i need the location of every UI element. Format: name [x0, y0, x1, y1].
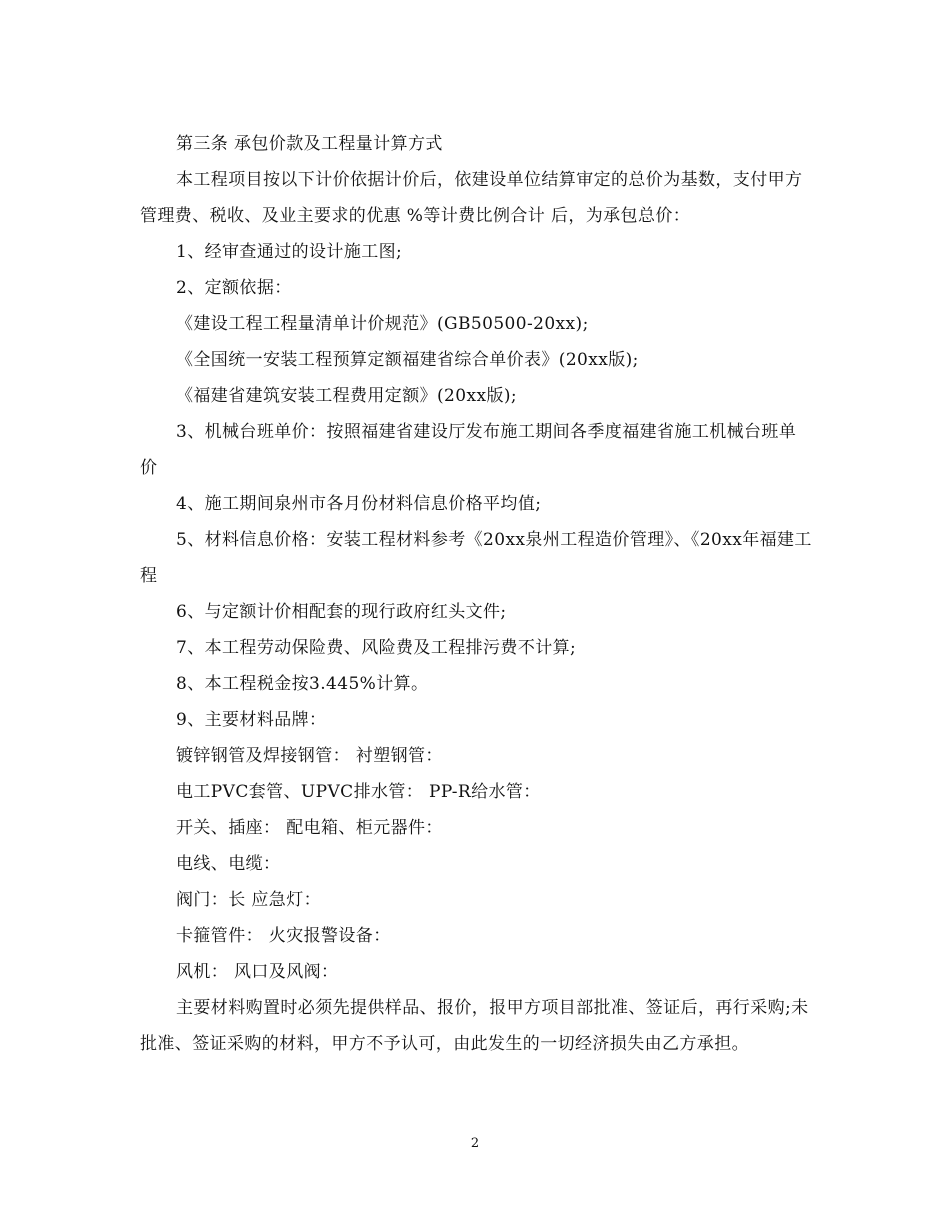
- quota-reference-2: 《全国统一安装工程预算定额福建省综合单价表》(20xx版);: [176, 350, 639, 370]
- list-item-2: 2、定额依据：: [176, 278, 292, 298]
- material-brand-line-2: 电工PVC套管、UPVC排水管： PP-R给水管：: [176, 782, 541, 802]
- list-item-1: 1、经审查通过的设计施工图;: [176, 242, 403, 262]
- list-item-3: 3、机械台班单价：按照福建省建设厅发布施工期间各季度福建省施工机械台班单价: [140, 422, 797, 478]
- material-brand-line-5: 阀门：长 应急灯：: [176, 890, 322, 910]
- material-brand-line-1: 镀锌钢管及焊接钢管： 衬塑钢管：: [176, 746, 443, 766]
- quota-reference-1: 《建设工程工程量清单计价规范》(GB50500-20xx);: [176, 314, 589, 334]
- paragraph-material-approval: 主要材料购置时必须先提供样品、报价，报甲方项目部批准、签证后，再行采购;未批准、签证采购的材料，甲方不予认可，由此发生的一切经济损失由乙方承担。: [140, 998, 809, 1054]
- material-brand-line-4: 电线、电缆：: [176, 854, 281, 874]
- page-number: 2: [470, 1136, 480, 1151]
- material-brand-line-3: 开关、插座： 配电箱、柜元器件：: [176, 818, 443, 838]
- list-item-9: 9、主要材料品牌：: [176, 710, 327, 730]
- quota-reference-3: 《福建省建筑安装工程费用定额》(20xx版);: [176, 386, 517, 406]
- material-brand-line-7: 风机： 风口及风阀：: [176, 962, 339, 982]
- list-item-6: 6、与定额计价相配套的现行政府红头文件;: [176, 602, 507, 622]
- list-item-7: 7、本工程劳动保险费、风险费及工程排污费不计算;: [176, 638, 577, 658]
- material-brand-line-6: 卡箍管件： 火灾报警设备：: [176, 926, 391, 946]
- paragraph-pricing-basis: 本工程项目按以下计价依据计价后，依建设单位结算审定的总价为基数，支付甲方管理费、税收、及业主要求的优惠 %等计费比例合计 后，为承包总价：: [140, 170, 803, 226]
- list-item-4: 4、施工期间泉州市各月份材料信息价格平均值;: [176, 494, 542, 514]
- section-heading: 第三条 承包价款及工程量计算方式: [176, 134, 443, 154]
- list-item-8: 8、本工程税金按3.445%计算。: [176, 674, 429, 694]
- document-body: [140, 126, 812, 1062]
- list-item-5: 5、材料信息价格：安装工程材料参考《20xx泉州工程造价管理》、《20xx年福建工程: [140, 530, 812, 586]
